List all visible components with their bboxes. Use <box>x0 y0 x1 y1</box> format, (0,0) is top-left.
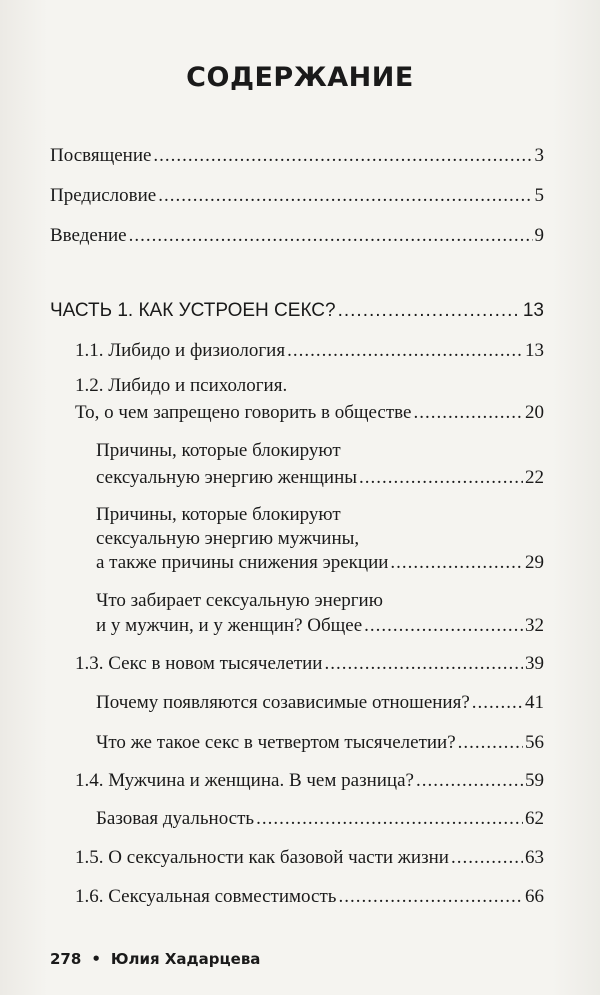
toc-entry-1-2 <box>75 402 544 424</box>
toc-entry-preface <box>50 185 544 207</box>
toc-label: Посвящение <box>50 145 152 166</box>
toc-leader-dots <box>390 552 523 574</box>
toc-entry-1-2-b-line2: сексуальную энергию мужчины, <box>96 528 360 549</box>
toc-page-number: 63 <box>525 847 544 868</box>
toc-page-number: 29 <box>525 552 544 573</box>
toc-label: 1.1. Либидо и физиология <box>75 340 286 361</box>
toc-entry-1-4-a <box>96 808 544 830</box>
toc-page-number: 32 <box>525 615 544 636</box>
page-footer <box>50 950 270 968</box>
toc-leader-dots <box>416 770 523 792</box>
toc-leader-dots <box>472 692 523 714</box>
toc-entry-1-3-b <box>96 732 544 754</box>
toc-entry-1-3 <box>75 653 544 675</box>
toc-entry-1-1 <box>75 340 544 362</box>
toc-entry-1-2-line1: 1.2. Либидо и психология. <box>75 375 288 396</box>
toc-leader-dots <box>287 340 523 362</box>
toc-page-number: 22 <box>525 467 544 488</box>
toc-page-number: 5 <box>534 185 544 206</box>
toc-entry-1-2-b <box>96 552 544 574</box>
toc-entry-1-3-a <box>96 692 544 714</box>
toc-leader-dots <box>129 225 533 247</box>
toc-page-number: 13 <box>522 300 544 321</box>
toc-label: ЧАСТЬ 1. КАК УСТРОЕН СЕКС? <box>50 300 336 321</box>
toc-page-number: 62 <box>525 808 544 829</box>
toc-page-number: 20 <box>525 402 544 423</box>
toc-entry-1-6 <box>75 886 544 908</box>
toc-entry-1-4 <box>75 770 544 792</box>
toc-label: и у мужчин, и у женщин? Общее <box>96 615 363 636</box>
toc-entry-1-2-b-line1: Причины, которые блокируют <box>96 504 341 525</box>
footer-page-number: 278 <box>50 950 82 968</box>
footer-bullet: • <box>91 950 101 968</box>
toc-leader-dots <box>338 886 523 908</box>
toc-leader-dots <box>256 808 523 830</box>
page-title: СОДЕРЖАНИЕ <box>186 62 414 93</box>
toc-entry-dedication <box>50 145 544 167</box>
toc-leader-dots <box>359 467 523 489</box>
toc-label: Базовая дуальность <box>96 808 255 829</box>
toc-leader-dots <box>451 847 523 869</box>
toc-leader-dots <box>364 615 523 637</box>
toc-page-number: 39 <box>525 653 544 674</box>
toc-entry-1-2-c <box>96 615 544 637</box>
toc-page-number: 56 <box>525 732 544 753</box>
toc-page-number: 9 <box>534 225 544 246</box>
footer-author: Юлия Хадарцева <box>110 950 261 968</box>
toc-label: сексуальную энергию женщины <box>96 467 358 488</box>
toc-entry-intro <box>50 225 544 247</box>
toc-entry-1-2-a <box>96 467 544 489</box>
toc-label: 1.4. Мужчина и женщина. В чем разница? <box>75 770 414 791</box>
toc-entry-part-1 <box>50 300 544 322</box>
toc-leader-dots <box>158 185 532 207</box>
toc-label: Предисловие <box>50 185 157 206</box>
toc-leader-dots <box>153 145 532 167</box>
toc-page-number: 59 <box>525 770 544 791</box>
toc-label: а также причины снижения эрекции <box>96 552 389 573</box>
toc-entry-1-2-c-line1: Что забирает сексуальную энергию <box>96 590 383 611</box>
toc-label: 1.5. О сексуальности как базовой части жизни <box>75 847 449 868</box>
toc-label: Введение <box>50 225 127 246</box>
toc-page-number: 3 <box>534 145 544 166</box>
toc-page-number: 13 <box>525 340 544 361</box>
toc-leader-dots <box>338 300 521 322</box>
toc-entry-1-5 <box>75 847 544 869</box>
toc-leader-dots <box>413 402 523 424</box>
toc-label: Почему появляются созависимые отношения? <box>96 692 470 713</box>
toc-leader-dots <box>458 732 523 754</box>
toc-label: 1.3. Секс в новом тысячелетии <box>75 653 323 674</box>
toc-page-number: 41 <box>525 692 544 713</box>
toc-leader-dots <box>324 653 523 675</box>
toc-label: Что же такое секс в четвертом тысячелетии? <box>96 732 456 753</box>
toc-label: То, о чем запрещено говорить в обществе <box>75 402 412 423</box>
toc-label: 1.6. Сексуальная совместимость <box>75 886 337 907</box>
toc-entry-1-2-a-line1: Причины, которые блокируют <box>96 440 341 461</box>
toc-page-number: 66 <box>525 886 544 907</box>
